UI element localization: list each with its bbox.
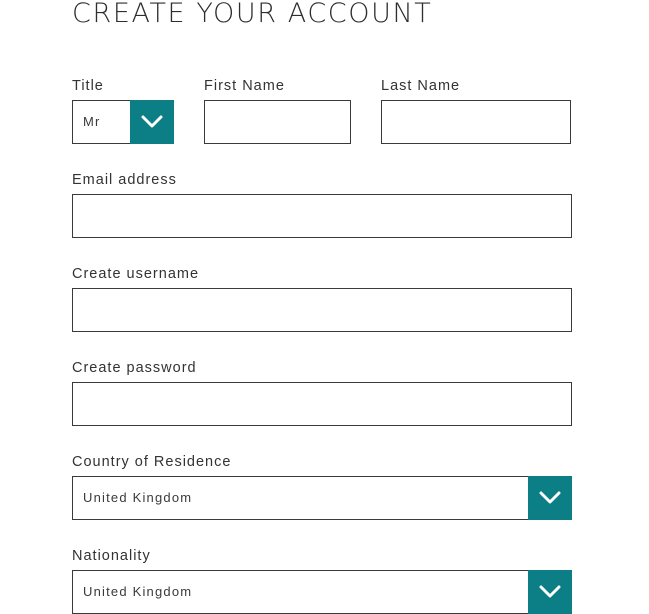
title-dropdown-button[interactable]: [130, 100, 174, 144]
country-dropdown-button[interactable]: [528, 476, 572, 520]
username-input[interactable]: [73, 289, 571, 331]
email-label: Email address: [72, 172, 177, 188]
chevron-down-icon: [539, 491, 561, 505]
last-name-label: Last Name: [381, 78, 461, 94]
nationality-label: Nationality: [72, 548, 151, 564]
nationality-dropdown-button[interactable]: [528, 570, 572, 614]
last-name-field[interactable]: [381, 100, 571, 144]
password-field[interactable]: [72, 382, 572, 426]
title-select[interactable]: [72, 100, 174, 144]
username-label: Create username: [72, 266, 200, 282]
chevron-down-icon: [141, 115, 163, 129]
username-field[interactable]: [72, 288, 572, 332]
chevron-down-icon: [539, 585, 561, 599]
country-label: Country of Residence: [72, 454, 232, 470]
title-select-value: Mr: [83, 114, 101, 129]
password-label: Create password: [72, 360, 197, 376]
first-name-field[interactable]: [204, 100, 351, 144]
nationality-select-value: United Kingdom: [83, 584, 193, 599]
first-name-label: First Name: [204, 78, 285, 94]
first-name-input[interactable]: [205, 101, 350, 143]
last-name-input[interactable]: [382, 101, 570, 143]
email-input[interactable]: [73, 195, 571, 237]
nationality-select[interactable]: [72, 570, 572, 614]
country-select[interactable]: [72, 476, 572, 520]
email-field[interactable]: [72, 194, 572, 238]
country-select-value: United Kingdom: [83, 490, 193, 505]
page-title: CREATE YOUR ACCOUNT: [72, 0, 433, 29]
title-label: Title: [72, 78, 104, 94]
password-input[interactable]: [73, 383, 571, 425]
